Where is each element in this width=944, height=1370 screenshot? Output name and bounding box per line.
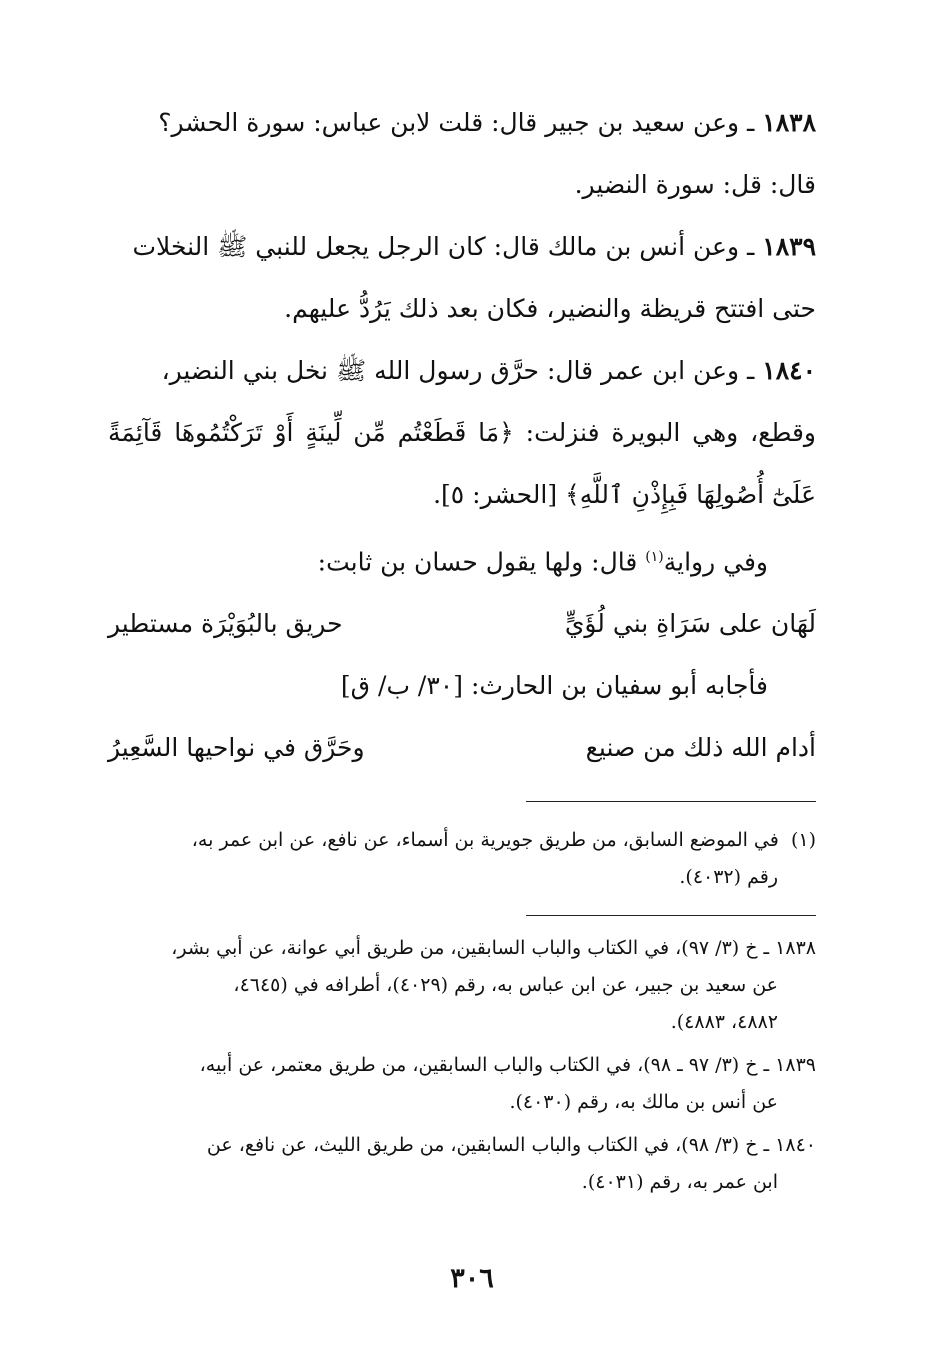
hadith-1838-line2: قال: قل: سورة النضير. xyxy=(574,170,816,199)
hadith-number: ١٨٤٠ xyxy=(762,356,816,385)
hadith-1840-line2 xyxy=(108,402,816,526)
takhrij-1839-line2: عن أنس بن مالك به، رقم (٤٠٣٠). xyxy=(509,1091,778,1113)
riwaya-rest: قال: ولها يقول حسان بن ثابت: xyxy=(317,547,638,577)
footnote-1-line1 xyxy=(108,822,816,859)
takhrij-1838-line2: عن سعيد بن جبير، عن ابن عباس به، رقم (٤٠٢٩)، أطرافه في (٤٦٤٥، xyxy=(233,974,778,996)
quran-reference: [الحشر: ٥]. xyxy=(433,480,558,509)
main-text xyxy=(108,92,816,779)
verse-1-first-hemistich: لَهَان على سَرَاةِ بني لُؤَيٍّ xyxy=(564,609,816,639)
poem-verse-1 xyxy=(108,593,816,655)
hadith-1839-line2: حتى افتتح قريظة والنضير، فكان بعد ذلك يَرُدُّ عليهم. xyxy=(284,294,816,323)
takhrij-1840-line1: ١٨٤٠ ـ خ (٣/ ٩٨)، في الكتاب والباب السابقين، من طريق الليث، عن نافع، عن xyxy=(206,1134,816,1156)
page-number: ٣٠٦ xyxy=(450,1263,494,1294)
verse-2-first-hemistich: أدام الله ذلك من صنيع xyxy=(585,733,816,763)
verse-2-second-hemistich: وحَرَّق في نواحيها السَّعِيرُ xyxy=(108,733,365,763)
footnote-1-line2: رقم (٤٠٣٢). xyxy=(679,866,778,888)
poem-verse-2 xyxy=(108,717,816,779)
takhrij-1838-line1: ١٨٣٨ ـ خ (٣/ ٩٧)، في الكتاب والباب السابقين، من طريق أبي عوانة، عن أبي بشر، xyxy=(171,937,816,959)
takhrij-1840-line2: ابن عمر به، رقم (٤٠٣١). xyxy=(581,1171,778,1193)
hadith-number: ١٨٣٨ xyxy=(762,108,816,137)
hadith-text: ـ وعن أنس بن مالك قال: كان الرجل يجعل للنبي ﷺ النخلات xyxy=(132,232,755,261)
footnote-mark: (١) xyxy=(790,829,816,851)
quran-verse: ﴿مَا قَطَعْتُم مِّن لِّينَةٍ أَوْ تَرَكْتُمُوهَا قَآئِمَةً عَلَىٰٓ أُصُولِهَا فَبِإِذْنِ ٱللَّهِ﴾ xyxy=(108,418,816,509)
answer-text: فأجابه أبو سفيان بن الحارث: xyxy=(470,671,768,701)
hadith-1838-line1 xyxy=(108,92,816,154)
hadith-text: ـ وعن سعيد بن جبير قال: قلت لابن عباس: سورة الحشر؟ xyxy=(158,108,755,137)
riwaya-line xyxy=(108,526,816,593)
hadith-1840-line1 xyxy=(108,340,816,402)
takhrij-1838-line3: ٤٨٨٢، ٤٨٨٣). xyxy=(670,1011,778,1033)
manuscript-ref: [٣٠/ ب/ ق] xyxy=(340,671,463,701)
hadith-1839-line1 xyxy=(108,216,816,278)
answer-line xyxy=(108,655,816,717)
footnote-text: في الموضع السابق، من طريق جويرية بن أسماء، عن نافع، عن ابن عمر به، xyxy=(191,829,779,851)
takhrij-notes xyxy=(108,930,816,1201)
takhrij-separator xyxy=(526,915,816,916)
footnote-1 xyxy=(108,822,816,896)
riwaya-text: وفي رواية xyxy=(663,547,768,577)
footnote-separator xyxy=(526,801,816,802)
hadith-number: ١٨٣٩ xyxy=(762,232,816,261)
hadith-text: ـ وعن ابن عمر قال: حرَّق رسول الله ﷺ نخل بني النضير، xyxy=(161,356,755,385)
verse-1-second-hemistich: حريق بالبُوَيْرَة مستطير xyxy=(108,609,343,639)
takhrij-1839-line1: ١٨٣٩ ـ خ (٣/ ٩٧ ـ ٩٨)، في الكتاب والباب السابقين، من طريق معتمر، عن أبيه، xyxy=(199,1054,816,1076)
hadith-text: وقطع، وهي البويرة فنزلت: xyxy=(525,418,816,447)
footnote-marker: (١) xyxy=(645,549,664,565)
